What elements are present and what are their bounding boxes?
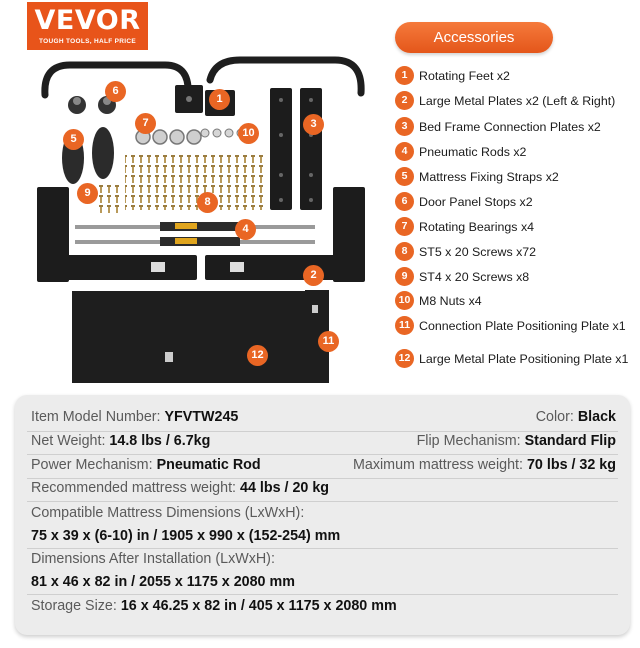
item-label: ST5 x 20 Screws x72 bbox=[419, 244, 537, 259]
connection-plates-image bbox=[270, 88, 322, 210]
list-item bbox=[395, 167, 629, 186]
spec-row-model bbox=[31, 408, 616, 426]
callout-1: 1 bbox=[209, 89, 230, 110]
list-item bbox=[395, 242, 629, 261]
max-weight-field bbox=[353, 456, 616, 474]
spec-row-compat-value bbox=[31, 527, 616, 545]
list-item bbox=[395, 192, 629, 211]
accessories-title: Accessories bbox=[395, 22, 553, 53]
logo-brand: VEVOR bbox=[34, 5, 141, 36]
spec-row-weight bbox=[31, 432, 616, 450]
max-weight-label: Maximum mattress weight: bbox=[352, 457, 523, 473]
item-label: Rotating Bearings x4 bbox=[419, 219, 535, 234]
item-label: ST4 x 20 Screws x8 bbox=[419, 269, 530, 284]
recommended-weight-value: 44 lbs / 20 kg bbox=[240, 480, 330, 496]
recommended-weight-label: Recommended mattress weight: bbox=[31, 480, 237, 496]
callout-5: 5 bbox=[63, 129, 84, 150]
item-number: 1 bbox=[395, 66, 414, 85]
spec-row-power bbox=[31, 456, 616, 474]
color-label: Color: bbox=[535, 409, 574, 425]
item-number: 11 bbox=[395, 316, 414, 335]
compat-label: Compatible Mattress Dimensions (LxWxH): bbox=[31, 505, 305, 521]
callout-3: 3 bbox=[303, 114, 324, 135]
callout-9: 9 bbox=[77, 183, 98, 204]
callout-10: 10 bbox=[238, 123, 259, 144]
list-item bbox=[395, 316, 629, 335]
model-label: Item Model Number: bbox=[31, 409, 161, 425]
item-number: 6 bbox=[395, 192, 414, 211]
callout-12: 12 bbox=[247, 345, 268, 366]
item-number: 9 bbox=[395, 267, 414, 286]
item-label: Rotating Feet x2 bbox=[419, 68, 510, 83]
after-install-value: 81 x 46 x 82 in / 2055 x 1175 x 2080 mm bbox=[31, 574, 295, 590]
weight-label: Net Weight: bbox=[31, 433, 106, 449]
item-number: 12 bbox=[395, 349, 414, 368]
list-item bbox=[395, 91, 629, 110]
screws-image bbox=[95, 155, 265, 213]
flip-field bbox=[417, 432, 616, 450]
divider bbox=[27, 454, 618, 455]
item-number: 3 bbox=[395, 117, 414, 136]
spec-panel bbox=[15, 395, 630, 635]
logo-tagline: TOUGH TOOLS, HALF PRICE bbox=[39, 38, 136, 45]
color-value: Black bbox=[577, 409, 616, 425]
item-label: Door Panel Stops x2 bbox=[419, 194, 533, 209]
pneumatic-rods-image bbox=[75, 222, 315, 246]
list-item bbox=[395, 349, 629, 368]
divider bbox=[27, 594, 618, 595]
list-item bbox=[395, 117, 629, 136]
spec-row-recommended-weight bbox=[31, 479, 616, 497]
item-label: M8 Nuts x4 bbox=[419, 293, 482, 308]
flip-value: Standard Flip bbox=[524, 433, 616, 449]
parts-illustration bbox=[25, 55, 380, 390]
list-item bbox=[395, 291, 629, 310]
power-label: Power Mechanism: bbox=[31, 457, 153, 473]
item-label: Large Metal Plates x2 (Left & Right) bbox=[419, 93, 616, 108]
callout-11: 11 bbox=[318, 331, 339, 352]
item-number: 7 bbox=[395, 217, 414, 236]
list-item bbox=[395, 142, 629, 161]
item-label: Large Metal Plate Positioning Plate x1 bbox=[419, 351, 629, 366]
item-number: 5 bbox=[395, 167, 414, 186]
list-item bbox=[395, 66, 629, 85]
storage-label: Storage Size: bbox=[31, 598, 117, 614]
weight-value: 14.8 lbs / 6.7kg bbox=[109, 433, 211, 449]
max-weight-value: 70 lbs / 32 kg bbox=[526, 457, 616, 473]
spec-row-compat-label bbox=[31, 504, 616, 522]
callout-2: 2 bbox=[303, 265, 324, 286]
large-positioning-plate-image bbox=[72, 291, 318, 383]
list-item bbox=[395, 217, 629, 236]
item-number: 2 bbox=[395, 91, 414, 110]
compat-value: 75 x 39 x (6-10) in / 1905 x 990 x (152-254) mm bbox=[31, 528, 341, 544]
storage-value: 16 x 46.25 x 82 in / 405 x 1175 x 2080 mm bbox=[120, 598, 397, 614]
callout-6: 6 bbox=[105, 81, 126, 102]
spec-row-after-label bbox=[31, 550, 616, 568]
spec-row-after-value bbox=[31, 573, 616, 591]
item-number: 10 bbox=[395, 291, 414, 310]
divider bbox=[27, 501, 618, 502]
item-number: 4 bbox=[395, 142, 414, 161]
item-label: Bed Frame Connection Plates x2 bbox=[419, 119, 601, 134]
item-label: Mattress Fixing Straps x2 bbox=[419, 169, 559, 184]
divider bbox=[27, 548, 618, 549]
power-value: Pneumatic Rod bbox=[156, 457, 261, 473]
flip-label: Flip Mechanism: bbox=[416, 433, 521, 449]
item-label: Connection Plate Positioning Plate x1 bbox=[419, 318, 626, 333]
callout-4: 4 bbox=[235, 219, 256, 240]
vevor-logo bbox=[27, 2, 148, 50]
callout-7: 7 bbox=[135, 113, 156, 134]
callout-8: 8 bbox=[197, 192, 218, 213]
color-field bbox=[536, 408, 616, 426]
item-label: Pneumatic Rods x2 bbox=[419, 144, 527, 159]
after-install-label: Dimensions After Installation (LxWxH): bbox=[31, 551, 275, 567]
spec-row-storage bbox=[31, 597, 616, 615]
item-number: 8 bbox=[395, 242, 414, 261]
model-value: YFVTW245 bbox=[164, 409, 239, 425]
list-item bbox=[395, 267, 629, 286]
